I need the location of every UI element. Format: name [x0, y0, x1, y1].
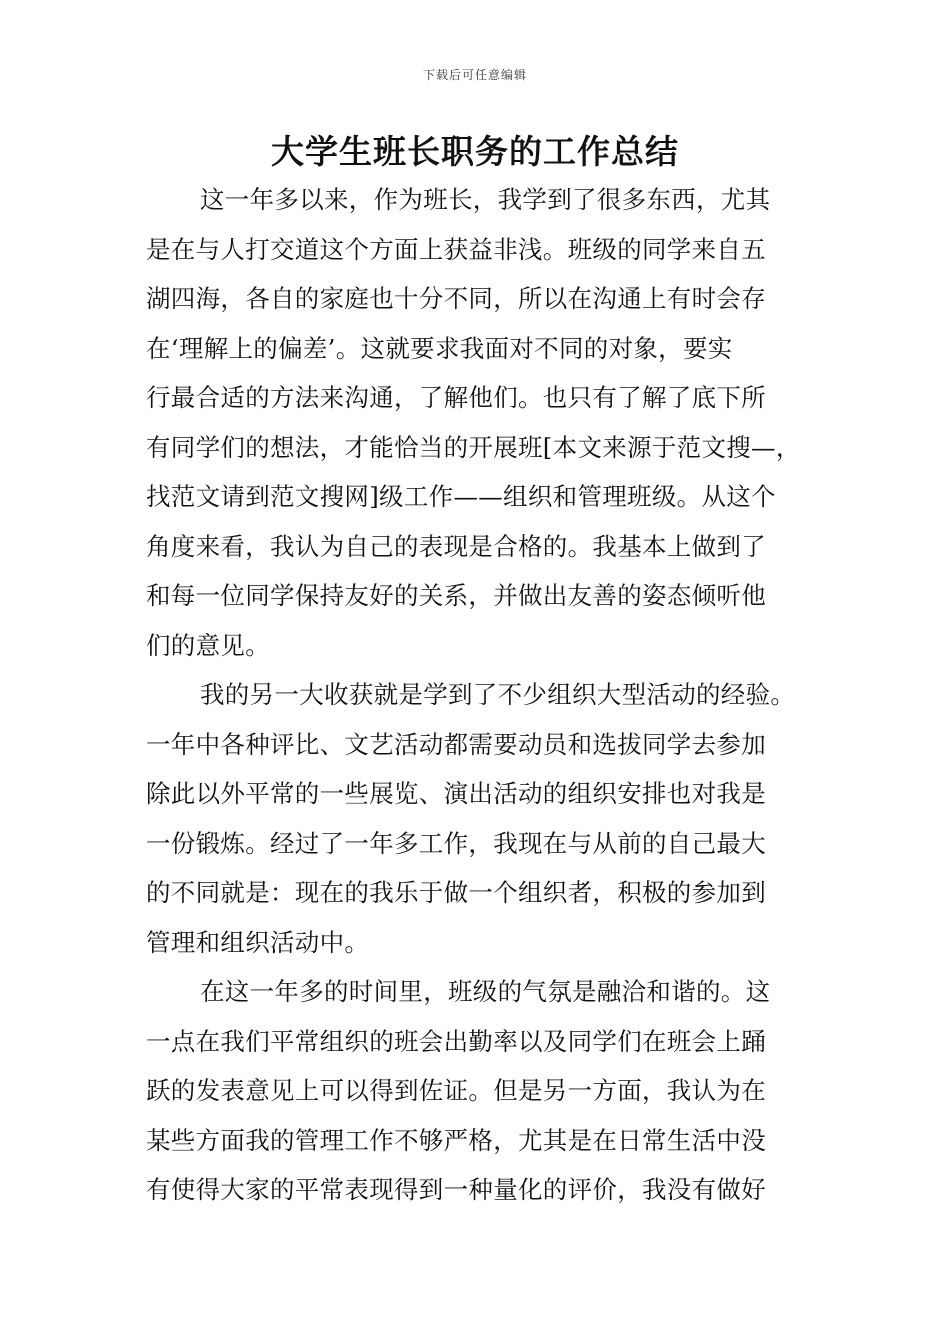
body-line: 是在与人打交道这个方面上获益非浅。班级的同学来自五 [146, 234, 766, 264]
document-body [146, 175, 810, 1215]
body-line: 管理和组织活动中。 [146, 927, 370, 957]
body-line: 行最合适的方法来沟通，了解他们。也只有了解了底下所 [146, 383, 766, 412]
body-line: 找范文请到范文搜网]级工作——组织和管理班级。从这个 [146, 482, 776, 511]
body-line: 除此以外平常的一些展览、演出活动的组织安排也对我是 [146, 779, 766, 808]
body-line: 和每一位同学保持友好的关系，并做出友善的姿态倾听他 [146, 581, 766, 610]
body-line: 在‘理解上的偏差’。这就要求我面对不同的对象，要实 [146, 333, 733, 363]
body-line: 我的另一大收获就是学到了不少组织大型活动的经验。 [200, 680, 796, 709]
body-line: 一点在我们平常组织的班会出勤率以及同学们在班会上踊 [146, 1026, 766, 1056]
body-line: 这一年多以来，作为班长，我学到了很多东西，尤其 [200, 185, 771, 214]
body-line: 一份锻炼。经过了一年多工作，我现在与从前的自己最大 [146, 828, 766, 858]
header-note: 下载后可任意编辑 [422, 68, 527, 82]
body-line: 的不同就是：现在的我乐于做一个组织者，积极的参加到 [146, 878, 766, 907]
body-line: 有同学们的想法，才能恰当的开展班[本文来源于范文搜—， [146, 432, 801, 462]
document-title: 大学生班长职务的工作总结 [271, 132, 679, 171]
body-line: 跃的发表意见上可以得到佐证。但是另一方面，我认为在 [146, 1076, 766, 1105]
body-line: 们的意见。 [146, 630, 270, 660]
body-line: 湖四海，各自的家庭也十分不同，所以在沟通上有时会存 [146, 284, 766, 313]
body-line: 某些方面我的管理工作不够严格，尤其是在日常生活中没 [146, 1125, 766, 1155]
body-line: 有使得大家的平常表现得到一种量化的评价，我没有做好 [146, 1175, 766, 1204]
body-line: 角度来看，我认为自己的表现是合格的。我基本上做到了 [146, 531, 766, 561]
body-line: 一年中各种评比、文艺活动都需要动员和选拔同学去参加 [146, 729, 766, 759]
body-line: 在这一年多的时间里，班级的气氛是融洽和谐的。这 [200, 977, 771, 1006]
